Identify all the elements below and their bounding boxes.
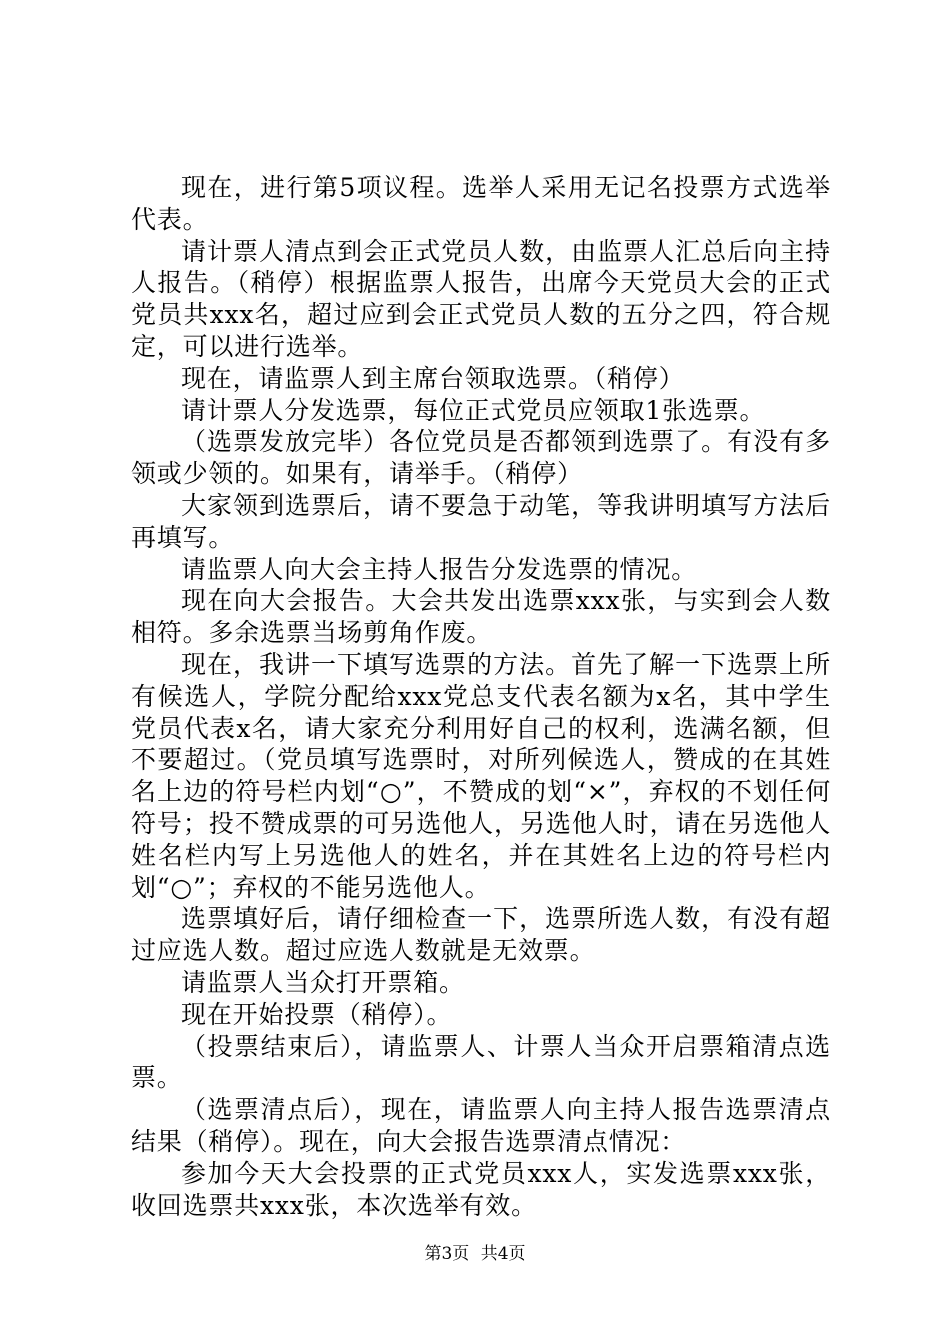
paragraph: （选票发放完毕）各位党员是否都领到选票了。有没有多领或少领的。如果有，请举手。（稍停） — [131, 427, 831, 489]
page-number: 第3页 — [424, 1244, 470, 1264]
paragraph: 大家领到选票后，请不要急于动笔，等我讲明填写方法后再填写。 — [131, 490, 831, 552]
paragraph: 现在，我讲一下填写选票的方法。首先了解一下选票上所有候选人，学院分配给xxx党总支代表名额为x名，其中学生党员代表x名，请大家充分利用好自己的权利，选满名额，但不要超过。（党员填写选票时，对所列候选人，赞成的在其姓名上边的符号栏内划“○”，不赞成的划“×”，弃权的不划任何符号；投不赞成票的可另选他人，另选他人时，请在另选他人姓名栏内写上另选他人的姓名，并在其姓名上边的符号栏内划“○”；弃权的不能另选他人。 — [131, 649, 831, 902]
paragraph: 现在向大会报告。大会共发出选票xxx张，与实到会人数相符。多余选票当场剪角作废。 — [131, 586, 831, 648]
paragraph: 现在，进行第5项议程。选举人采用无记名投票方式选举代表。 — [131, 173, 831, 234]
paragraph: 参加今天大会投票的正式党员xxx人，实发选票xxx张，收回选票共xxx张，本次选举有效。 — [131, 1158, 831, 1220]
paragraph: 请计票人分发选票，每位正式党员应领取1张选票。 — [181, 395, 766, 425]
paragraph: 选票填好后，请仔细检查一下，选票所选人数，有没有超过应选人数。超过应选人数就是无效票。 — [131, 904, 831, 966]
paragraph: 请监票人向大会主持人报告分发选票的情况。 — [181, 554, 698, 584]
paragraph: 请监票人当众打开票箱。 — [181, 967, 465, 997]
paragraph: 请计票人清点到会正式党员人数，由监票人汇总后向主持人报告。（稍停）根据监票人报告，出席今天党员大会的正式党员共xxx名，超过应到会正式党员人数的五分之四，符合规定，可以进行选举。 — [131, 236, 831, 361]
paragraph: 现在，请监票人到主席台领取选票。（稍停） — [181, 363, 685, 393]
paragraph: 现在开始投票（稍停）。 — [181, 999, 453, 1029]
paragraph: （选票清点后），现在，请监票人向主持人报告选票清点结果（稍停）。现在，向大会报告选票清点情况： — [131, 1095, 831, 1156]
page-footer — [0, 1242, 950, 1266]
page-total: 共4页 — [480, 1244, 526, 1264]
document-body — [131, 172, 831, 1221]
paragraph: （投票结束后），请监票人、计票人当众开启票箱清点选票。 — [131, 1031, 831, 1093]
